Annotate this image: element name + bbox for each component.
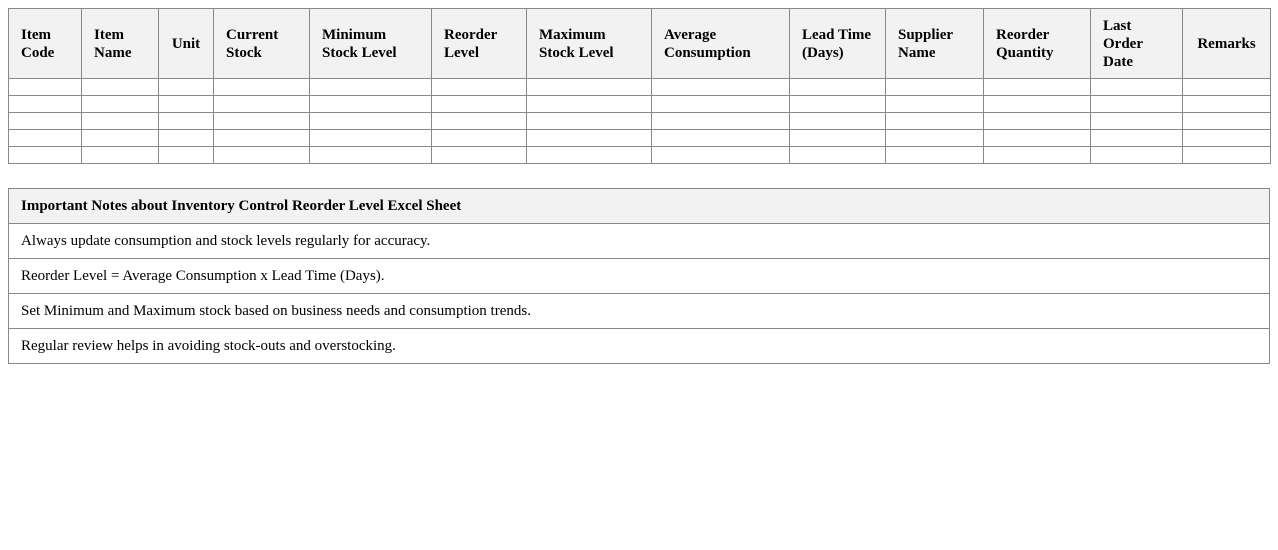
header-supplier-name: Supplier Name xyxy=(886,9,984,79)
table-cell[interactable] xyxy=(310,130,432,147)
table-cell[interactable] xyxy=(214,79,310,96)
notes-title-row xyxy=(9,189,1270,224)
table-row xyxy=(9,96,1271,113)
header-minimum-stock-level: Minimum Stock Level xyxy=(310,9,432,79)
table-cell[interactable] xyxy=(652,147,790,164)
table-cell[interactable] xyxy=(159,113,214,130)
table-cell[interactable] xyxy=(790,113,886,130)
table-row xyxy=(9,79,1271,96)
inventory-table xyxy=(8,8,1271,164)
header-remarks: Remarks xyxy=(1183,9,1271,79)
inventory-header-row xyxy=(9,9,1271,79)
table-cell[interactable] xyxy=(886,147,984,164)
note-item: Regular review helps in avoiding stock-outs and overstocking. xyxy=(9,329,1270,364)
table-cell[interactable] xyxy=(9,130,82,147)
table-cell[interactable] xyxy=(886,130,984,147)
table-cell[interactable] xyxy=(310,79,432,96)
header-lead-time: Lead Time (Days) xyxy=(790,9,886,79)
header-item-code: Item Code xyxy=(9,9,82,79)
table-cell[interactable] xyxy=(159,147,214,164)
table-cell[interactable] xyxy=(159,79,214,96)
table-cell[interactable] xyxy=(1091,113,1183,130)
table-cell[interactable] xyxy=(310,113,432,130)
page-content xyxy=(8,8,1270,364)
notes-title: Important Notes about Inventory Control Reorder Level Excel Sheet xyxy=(9,189,1270,224)
table-cell[interactable] xyxy=(984,130,1091,147)
table-row xyxy=(9,113,1271,130)
table-cell[interactable] xyxy=(1091,147,1183,164)
table-cell[interactable] xyxy=(9,147,82,164)
note-item: Set Minimum and Maximum stock based on business needs and consumption trends. xyxy=(9,294,1270,329)
header-average-consumption: Average Consumption xyxy=(652,9,790,79)
header-item-name: Item Name xyxy=(82,9,159,79)
table-cell[interactable] xyxy=(310,96,432,113)
header-current-stock: Current Stock xyxy=(214,9,310,79)
note-row xyxy=(9,224,1270,259)
header-reorder-level: Reorder Level xyxy=(432,9,527,79)
table-cell[interactable] xyxy=(984,147,1091,164)
note-item: Always update consumption and stock levels regularly for accuracy. xyxy=(9,224,1270,259)
header-last-order-date: Last Order Date xyxy=(1091,9,1183,79)
table-cell[interactable] xyxy=(310,147,432,164)
table-cell[interactable] xyxy=(432,147,527,164)
table-cell[interactable] xyxy=(790,79,886,96)
table-cell[interactable] xyxy=(652,113,790,130)
table-cell[interactable] xyxy=(1183,113,1271,130)
notes-table xyxy=(8,188,1270,364)
table-cell[interactable] xyxy=(1091,79,1183,96)
header-maximum-stock-level: Maximum Stock Level xyxy=(527,9,652,79)
table-cell[interactable] xyxy=(1091,130,1183,147)
table-cell[interactable] xyxy=(527,130,652,147)
note-row xyxy=(9,259,1270,294)
header-unit: Unit xyxy=(159,9,214,79)
table-cell[interactable] xyxy=(1183,130,1271,147)
table-cell[interactable] xyxy=(790,130,886,147)
note-row xyxy=(9,329,1270,364)
table-cell[interactable] xyxy=(527,79,652,96)
table-cell[interactable] xyxy=(82,79,159,96)
table-cell[interactable] xyxy=(527,113,652,130)
table-cell[interactable] xyxy=(159,130,214,147)
table-cell[interactable] xyxy=(652,96,790,113)
table-cell[interactable] xyxy=(527,96,652,113)
inventory-table-body xyxy=(9,79,1271,164)
table-cell[interactable] xyxy=(432,130,527,147)
table-cell[interactable] xyxy=(652,79,790,96)
table-cell[interactable] xyxy=(9,96,82,113)
table-cell[interactable] xyxy=(214,113,310,130)
table-cell[interactable] xyxy=(1183,147,1271,164)
table-cell[interactable] xyxy=(82,113,159,130)
table-row xyxy=(9,130,1271,147)
table-cell[interactable] xyxy=(214,96,310,113)
table-cell[interactable] xyxy=(432,113,527,130)
table-cell[interactable] xyxy=(9,113,82,130)
table-cell[interactable] xyxy=(790,147,886,164)
note-item: Reorder Level = Average Consumption x Lead Time (Days). xyxy=(9,259,1270,294)
table-cell[interactable] xyxy=(432,96,527,113)
table-cell[interactable] xyxy=(1183,96,1271,113)
table-cell[interactable] xyxy=(9,79,82,96)
header-reorder-quantity: Reorder Quantity xyxy=(984,9,1091,79)
table-cell[interactable] xyxy=(214,147,310,164)
table-cell[interactable] xyxy=(432,79,527,96)
table-cell[interactable] xyxy=(159,96,214,113)
table-cell[interactable] xyxy=(984,79,1091,96)
table-cell[interactable] xyxy=(886,113,984,130)
table-cell[interactable] xyxy=(1183,79,1271,96)
table-cell[interactable] xyxy=(790,96,886,113)
table-row xyxy=(9,147,1271,164)
note-row xyxy=(9,294,1270,329)
table-cell[interactable] xyxy=(82,130,159,147)
table-cell[interactable] xyxy=(984,113,1091,130)
table-cell[interactable] xyxy=(82,96,159,113)
table-cell[interactable] xyxy=(886,96,984,113)
table-cell[interactable] xyxy=(984,96,1091,113)
table-cell[interactable] xyxy=(652,130,790,147)
table-cell[interactable] xyxy=(886,79,984,96)
table-cell[interactable] xyxy=(82,147,159,164)
table-cell[interactable] xyxy=(527,147,652,164)
table-cell[interactable] xyxy=(214,130,310,147)
table-cell[interactable] xyxy=(1091,96,1183,113)
